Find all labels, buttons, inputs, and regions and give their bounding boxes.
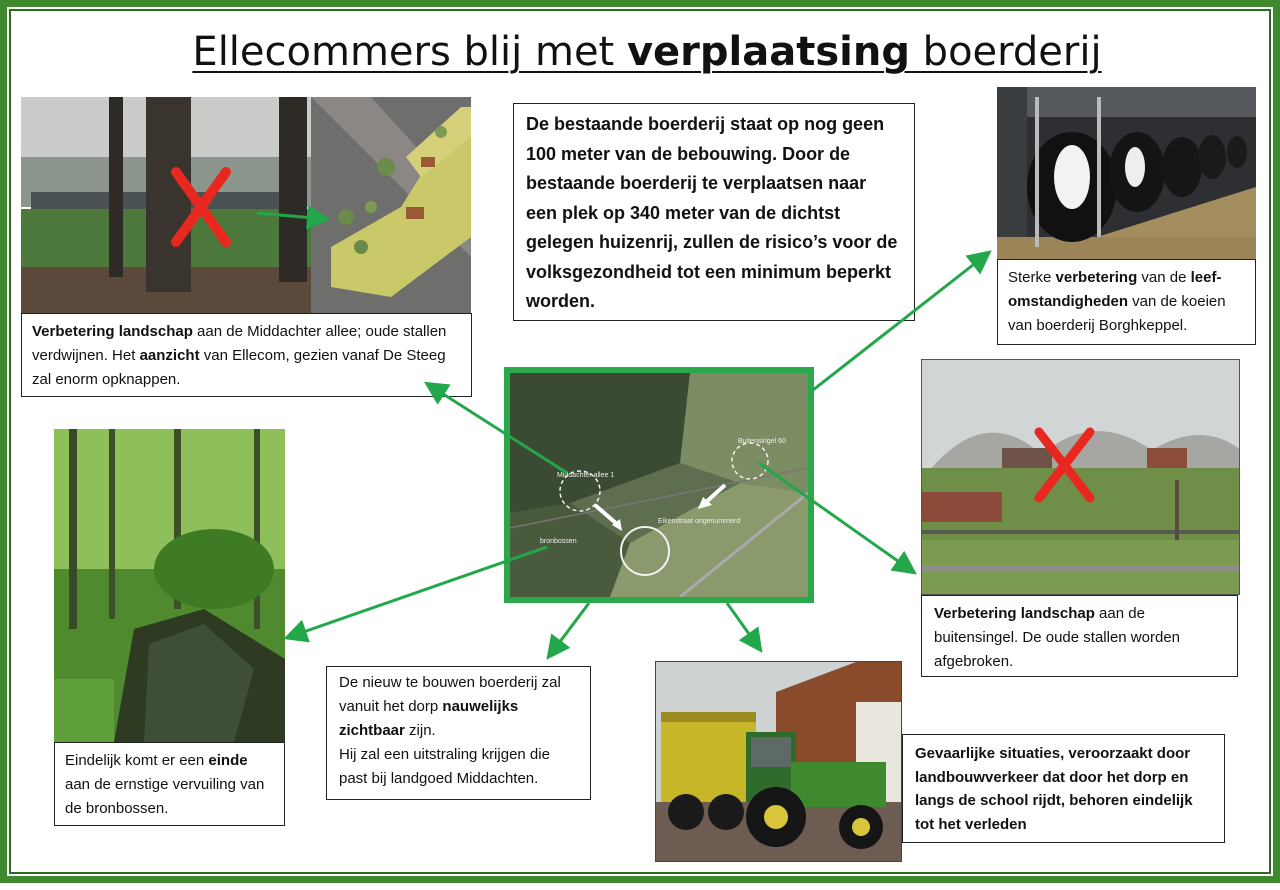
cows-caption: Sterke verbetering van de leef-omstandigheden van de koeien van boerderij Borghkeppel. xyxy=(997,259,1256,345)
map-label-road: Eikenstraat ongenummerd xyxy=(658,518,741,525)
stream-caption: Eindelijk komt er een einde aan de ernstige vervuiling van de bronbossen. xyxy=(54,742,285,826)
title-part-1: Ellecommers blij met xyxy=(192,29,627,75)
map-label-right: Buitensingel 60 xyxy=(738,438,786,445)
map-label-left: Middachter allee 1 xyxy=(557,472,615,479)
new-farm-caption: De nieuw te bouwen boerderij zal vanuit het dorp nauwelijks zichtbaar zijn. Hij zal een uitstraling krijgen die past bij landgoed Middachten. xyxy=(326,666,591,800)
photo-stream xyxy=(54,429,285,742)
page-title xyxy=(7,29,1280,75)
aerial-map xyxy=(504,367,814,603)
title-bold: verplaatsing xyxy=(626,29,910,75)
photo-cows xyxy=(997,87,1256,259)
title-part-2: boerderij xyxy=(909,29,1102,75)
photo-old-stables-allee xyxy=(21,97,311,313)
photo-buitensingel xyxy=(921,359,1240,595)
intro-text: De bestaande boerderij staat op nog geen 100 meter van de bebouwing. Door de bestaande boerderij te verplaatsen naar een plek op 340 meter van de dichtst gelegen huizenrij, zullen de risico’s voor de volksgezondheid tot een minimum beperkt worden. xyxy=(526,114,898,311)
photo-tractor xyxy=(655,661,902,862)
arrow-map-to-newfarm xyxy=(550,603,589,655)
intro-box xyxy=(513,103,915,321)
buitensingel-caption: Verbetering landschap aan de buitensingel. De oude stallen worden afgebroken. xyxy=(921,595,1238,677)
allee-caption: Verbetering landschap aan de Middachter allee; oude stallen verdwijnen. Het aanzicht van Ellecom, gezien vanaf De Steeg zal enorm opknappen. xyxy=(21,313,472,397)
map-label-forest: bronbossen xyxy=(540,538,577,545)
traffic-caption: Gevaarlijke situaties, veroorzaakt door landbouwverkeer dat door het dorp en langs de school rijdt, behoren eindelijk tot het verleden xyxy=(902,734,1225,843)
photo-site-plan xyxy=(311,97,471,313)
arrow-map-to-tractor xyxy=(727,603,759,648)
